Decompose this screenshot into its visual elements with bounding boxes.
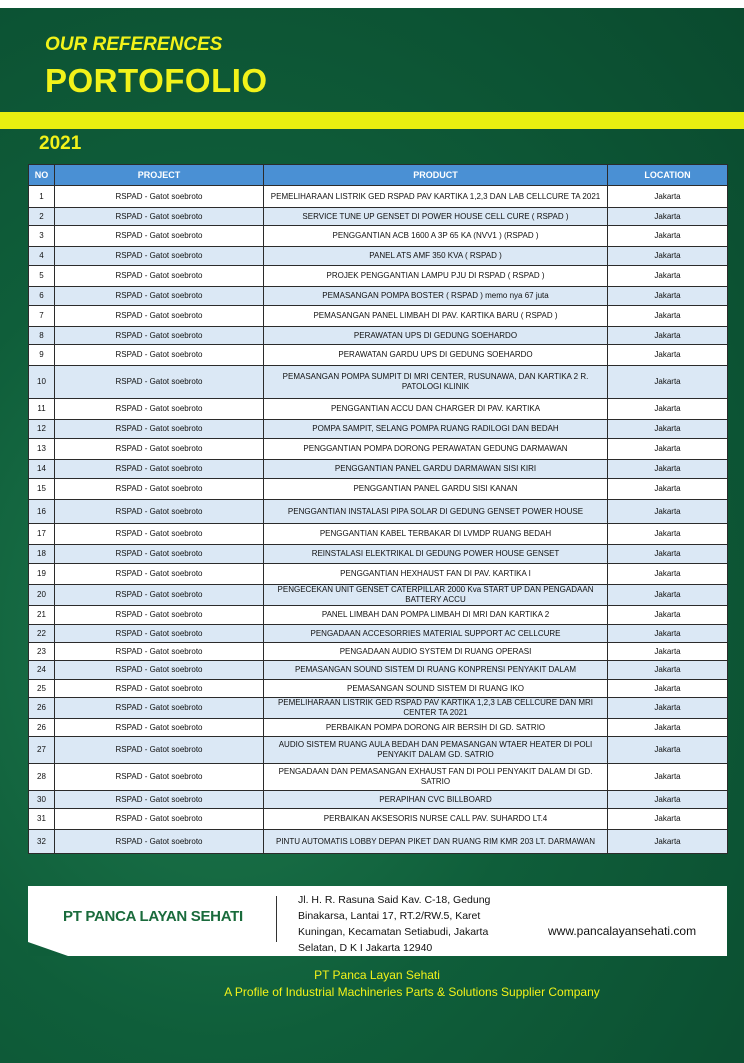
- table-row: [29, 366, 728, 399]
- cell-location: Jakarta: [608, 399, 728, 420]
- cell-product: PERAPIHAN CVC BILLBOARD: [264, 791, 608, 809]
- cell-project: RSPAD - Gatot soebroto: [55, 266, 264, 287]
- top-band: [0, 0, 744, 8]
- cell-product: PENGECEKAN UNIT GENSET CATERPILLAR 2000 Kva START UP DAN PENGADAAN BATTERY ACCU: [264, 585, 608, 606]
- column-header-product: PRODUCT: [264, 165, 608, 186]
- cell-product: PENGADAAN AUDIO SYSTEM DI RUANG OPERASI: [264, 643, 608, 661]
- footer-divider: [276, 896, 277, 942]
- cell-location: Jakarta: [608, 545, 728, 564]
- cell-no: 16: [29, 500, 55, 524]
- cell-no: 6: [29, 287, 55, 306]
- cell-product: PENGGANTIAN KABEL TERBAKAR DI LVMDP RUANG BEDAH: [264, 524, 608, 545]
- cell-location: Jakarta: [608, 345, 728, 366]
- table-row: [29, 764, 728, 791]
- footer-accent-shape: [28, 936, 68, 956]
- cell-project: RSPAD - Gatot soebroto: [55, 186, 264, 208]
- table-row: [29, 545, 728, 564]
- cell-product: PERBAIKAN POMPA DORONG AIR BERSIH DI GD. SATRIO: [264, 719, 608, 737]
- cell-no: 5: [29, 266, 55, 287]
- cell-project: RSPAD - Gatot soebroto: [55, 698, 264, 719]
- table-row: [29, 585, 728, 606]
- cell-location: Jakarta: [608, 661, 728, 680]
- address-line: Kuningan, Kecamatan Setiabudi, Jakarta: [298, 926, 489, 938]
- cell-no: 3: [29, 226, 55, 247]
- cell-project: RSPAD - Gatot soebroto: [55, 606, 264, 625]
- table-row: [29, 500, 728, 524]
- table-row: [29, 698, 728, 719]
- cell-product: PERAWATAN GARDU UPS DI GEDUNG SOEHARDO: [264, 345, 608, 366]
- table-row: [29, 564, 728, 585]
- cell-location: Jakarta: [608, 439, 728, 460]
- cell-no: 4: [29, 247, 55, 266]
- table-row: [29, 643, 728, 661]
- portfolio-table: [28, 164, 728, 854]
- cell-product: SERVICE TUNE UP GENSET DI POWER HOUSE CELL CURE ( RSPAD ): [264, 208, 608, 226]
- cell-product: PENGGANTIAN PANEL GARDU SISI KANAN: [264, 479, 608, 500]
- table-row: [29, 680, 728, 698]
- cell-product: PENGADAAN ACCESORRIES MATERIAL SUPPORT AC CELLCURE: [264, 625, 608, 643]
- cell-product: PANEL ATS AMF 350 KVA ( RSPAD ): [264, 247, 608, 266]
- cell-product: PENGGANTIAN ACCU DAN CHARGER DI PAV. KARTIKA: [264, 399, 608, 420]
- table-row: [29, 266, 728, 287]
- table-body: [29, 186, 728, 854]
- cell-location: Jakarta: [608, 226, 728, 247]
- cell-product: PENGGANTIAN INSTALASI PIPA SOLAR DI GEDUNG GENSET POWER HOUSE: [264, 500, 608, 524]
- cell-no: 24: [29, 661, 55, 680]
- cell-project: RSPAD - Gatot soebroto: [55, 439, 264, 460]
- cell-product: PEMELIHARAAN LISTRIK GED RSPAD PAV KARTIKA 1,2,3 DAN LAB CELLCURE TA 2021: [264, 186, 608, 208]
- cell-project: RSPAD - Gatot soebroto: [55, 585, 264, 606]
- cell-product: PANEL LIMBAH DAN POMPA LIMBAH DI MRI DAN KARTIKA 2: [264, 606, 608, 625]
- cell-location: Jakarta: [608, 643, 728, 661]
- cell-no: 19: [29, 564, 55, 585]
- cell-project: RSPAD - Gatot soebroto: [55, 661, 264, 680]
- cell-location: Jakarta: [608, 698, 728, 719]
- cell-product: PENGGANTIAN ACB 1600 A 3P 65 KA (NVV1 ) (RSPAD ): [264, 226, 608, 247]
- cell-no: 27: [29, 737, 55, 764]
- cell-location: Jakarta: [608, 420, 728, 439]
- cell-project: RSPAD - Gatot soebroto: [55, 564, 264, 585]
- cell-location: Jakarta: [608, 366, 728, 399]
- cell-product: PINTU AUTOMATIS LOBBY DEPAN PIKET DAN RUANG RIM KMR 203 LT. DARMAWAN: [264, 830, 608, 854]
- table-row: [29, 345, 728, 366]
- table-row: [29, 625, 728, 643]
- cell-no: 13: [29, 439, 55, 460]
- cell-location: Jakarta: [608, 606, 728, 625]
- table-row: [29, 439, 728, 460]
- company-address: [298, 892, 518, 956]
- table-row: [29, 399, 728, 420]
- table-row: [29, 524, 728, 545]
- cell-no: 23: [29, 643, 55, 661]
- cell-location: Jakarta: [608, 625, 728, 643]
- cell-product: PENGGANTIAN PANEL GARDU DARMAWAN SISI KIRI: [264, 460, 608, 479]
- portfolio-table-container: [28, 164, 727, 854]
- footer-card: [28, 886, 727, 956]
- table-row: [29, 186, 728, 208]
- table-row: [29, 606, 728, 625]
- cell-location: Jakarta: [608, 479, 728, 500]
- year-label: 2021: [39, 133, 82, 154]
- table-row: [29, 479, 728, 500]
- cell-no: 26: [29, 698, 55, 719]
- cell-location: Jakarta: [608, 186, 728, 208]
- table-row: [29, 247, 728, 266]
- cell-no: 7: [29, 306, 55, 327]
- company-name: PT PANCA LAYAN SEHATI: [63, 908, 243, 925]
- column-header-project: PROJECT: [55, 165, 264, 186]
- table-row: [29, 327, 728, 345]
- address-line: Binakarsa, Lantai 17, RT.2/RW.5, Karet: [298, 910, 481, 922]
- cell-location: Jakarta: [608, 809, 728, 830]
- cell-location: Jakarta: [608, 737, 728, 764]
- address-line: Selatan, D K I Jakarta 12940: [298, 942, 433, 954]
- cell-product: PERAWATAN UPS DI GEDUNG SOEHARDO: [264, 327, 608, 345]
- cell-product: PEMASANGAN SOUND SISTEM DI RUANG KONPRENSI PENYAKIT DALAM: [264, 661, 608, 680]
- table-row: [29, 661, 728, 680]
- cell-location: Jakarta: [608, 327, 728, 345]
- cell-no: 18: [29, 545, 55, 564]
- cell-project: RSPAD - Gatot soebroto: [55, 545, 264, 564]
- cell-project: RSPAD - Gatot soebroto: [55, 247, 264, 266]
- cell-project: RSPAD - Gatot soebroto: [55, 737, 264, 764]
- cell-project: RSPAD - Gatot soebroto: [55, 420, 264, 439]
- cell-product: PEMASANGAN POMPA BOSTER ( RSPAD ) memo nya 67 juta: [264, 287, 608, 306]
- tagline-company: PT Panca Layan Sehati: [314, 968, 440, 982]
- cell-no: 20: [29, 585, 55, 606]
- cell-no: 26: [29, 719, 55, 737]
- cell-no: 2: [29, 208, 55, 226]
- cell-location: Jakarta: [608, 719, 728, 737]
- cell-project: RSPAD - Gatot soebroto: [55, 719, 264, 737]
- cell-project: RSPAD - Gatot soebroto: [55, 208, 264, 226]
- cell-no: 32: [29, 830, 55, 854]
- cell-location: Jakarta: [608, 306, 728, 327]
- cell-no: 14: [29, 460, 55, 479]
- cell-location: Jakarta: [608, 585, 728, 606]
- cell-project: RSPAD - Gatot soebroto: [55, 226, 264, 247]
- cell-product: PEMELIHARAAN LISTRIK GED RSPAD PAV KARTIKA 1,2,3 LAB CELLCURE DAN MRI CENTER TA 2021: [264, 698, 608, 719]
- table-row: [29, 306, 728, 327]
- page-title: PORTOFOLIO: [45, 62, 268, 99]
- cell-location: Jakarta: [608, 791, 728, 809]
- cell-no: 21: [29, 606, 55, 625]
- cell-project: RSPAD - Gatot soebroto: [55, 830, 264, 854]
- title-divider-bar: [0, 112, 744, 129]
- cell-location: Jakarta: [608, 764, 728, 791]
- cell-project: RSPAD - Gatot soebroto: [55, 287, 264, 306]
- cell-project: RSPAD - Gatot soebroto: [55, 791, 264, 809]
- cell-no: 11: [29, 399, 55, 420]
- cell-no: 12: [29, 420, 55, 439]
- table-row: [29, 208, 728, 226]
- cell-no: 30: [29, 791, 55, 809]
- cell-no: 15: [29, 479, 55, 500]
- cell-project: RSPAD - Gatot soebroto: [55, 306, 264, 327]
- cell-project: RSPAD - Gatot soebroto: [55, 366, 264, 399]
- cell-location: Jakarta: [608, 460, 728, 479]
- table-row: [29, 226, 728, 247]
- table-row: [29, 737, 728, 764]
- cell-project: RSPAD - Gatot soebroto: [55, 809, 264, 830]
- cell-no: 28: [29, 764, 55, 791]
- cell-project: RSPAD - Gatot soebroto: [55, 345, 264, 366]
- cell-product: PENGADAAN DAN PEMASANGAN EXHAUST FAN DI POLI PENYAKIT DALAM DI GD. SATRIO: [264, 764, 608, 791]
- cell-no: 1: [29, 186, 55, 208]
- cell-product: PEMASANGAN POMPA SUMPIT DI MRI CENTER, RUSUNAWA, DAN KARTIKA 2 R. PATOLOGI KLINIK: [264, 366, 608, 399]
- cell-no: 9: [29, 345, 55, 366]
- cell-product: PROJEK PENGGANTIAN LAMPU PJU DI RSPAD ( RSPAD ): [264, 266, 608, 287]
- table-row: [29, 287, 728, 306]
- cell-location: Jakarta: [608, 680, 728, 698]
- cell-project: RSPAD - Gatot soebroto: [55, 460, 264, 479]
- table-row: [29, 460, 728, 479]
- cell-product: REINSTALASI ELEKTRIKAL DI GEDUNG POWER HOUSE GENSET: [264, 545, 608, 564]
- cell-no: 25: [29, 680, 55, 698]
- cell-product: PENGGANTIAN HEXHAUST FAN DI PAV. KARTIKA I: [264, 564, 608, 585]
- cell-product: PERBAIKAN AKSESORIS NURSE CALL PAV. SUHARDO LT.4: [264, 809, 608, 830]
- cell-project: RSPAD - Gatot soebroto: [55, 643, 264, 661]
- cell-product: POMPA SAMPIT, SELANG POMPA RUANG RADILOGI DAN BEDAH: [264, 420, 608, 439]
- cell-location: Jakarta: [608, 247, 728, 266]
- address-line: Jl. H. R. Rasuna Said Kav. C-18, Gedung: [298, 894, 491, 906]
- cell-no: 22: [29, 625, 55, 643]
- cell-project: RSPAD - Gatot soebroto: [55, 327, 264, 345]
- cell-project: RSPAD - Gatot soebroto: [55, 500, 264, 524]
- cell-no: 31: [29, 809, 55, 830]
- tagline-description: A Profile of Industrial Machineries Parts & Solutions Supplier Company: [224, 985, 600, 999]
- section-subtitle: OUR REFERENCES: [45, 34, 223, 55]
- cell-product: PENGGANTIAN POMPA DORONG PERAWATAN GEDUNG DARMAWAN: [264, 439, 608, 460]
- cell-project: RSPAD - Gatot soebroto: [55, 680, 264, 698]
- cell-no: 17: [29, 524, 55, 545]
- column-header-location: LOCATION: [608, 165, 728, 186]
- cell-product: PEMASANGAN PANEL LIMBAH DI PAV. KARTIKA BARU ( RSPAD ): [264, 306, 608, 327]
- table-header-row: [29, 165, 728, 186]
- cell-location: Jakarta: [608, 564, 728, 585]
- table-row: [29, 809, 728, 830]
- cell-product: PEMASANGAN SOUND SISTEM DI RUANG IKO: [264, 680, 608, 698]
- cell-project: RSPAD - Gatot soebroto: [55, 764, 264, 791]
- cell-no: 8: [29, 327, 55, 345]
- cell-product: AUDIO SISTEM RUANG AULA BEDAH DAN PEMASANGAN WTAER HEATER DI POLI PENYAKIT DALAM GD. SATRIO: [264, 737, 608, 764]
- table-row: [29, 719, 728, 737]
- cell-location: Jakarta: [608, 830, 728, 854]
- cell-location: Jakarta: [608, 287, 728, 306]
- table-row: [29, 830, 728, 854]
- cell-project: RSPAD - Gatot soebroto: [55, 524, 264, 545]
- cell-location: Jakarta: [608, 500, 728, 524]
- cell-project: RSPAD - Gatot soebroto: [55, 625, 264, 643]
- cell-project: RSPAD - Gatot soebroto: [55, 399, 264, 420]
- cell-location: Jakarta: [608, 208, 728, 226]
- table-row: [29, 791, 728, 809]
- cell-no: 10: [29, 366, 55, 399]
- website-link[interactable]: www.pancalayansehati.com: [548, 924, 697, 938]
- cell-project: RSPAD - Gatot soebroto: [55, 479, 264, 500]
- cell-location: Jakarta: [608, 524, 728, 545]
- table-row: [29, 420, 728, 439]
- cell-location: Jakarta: [608, 266, 728, 287]
- column-header-no: NO: [29, 165, 55, 186]
